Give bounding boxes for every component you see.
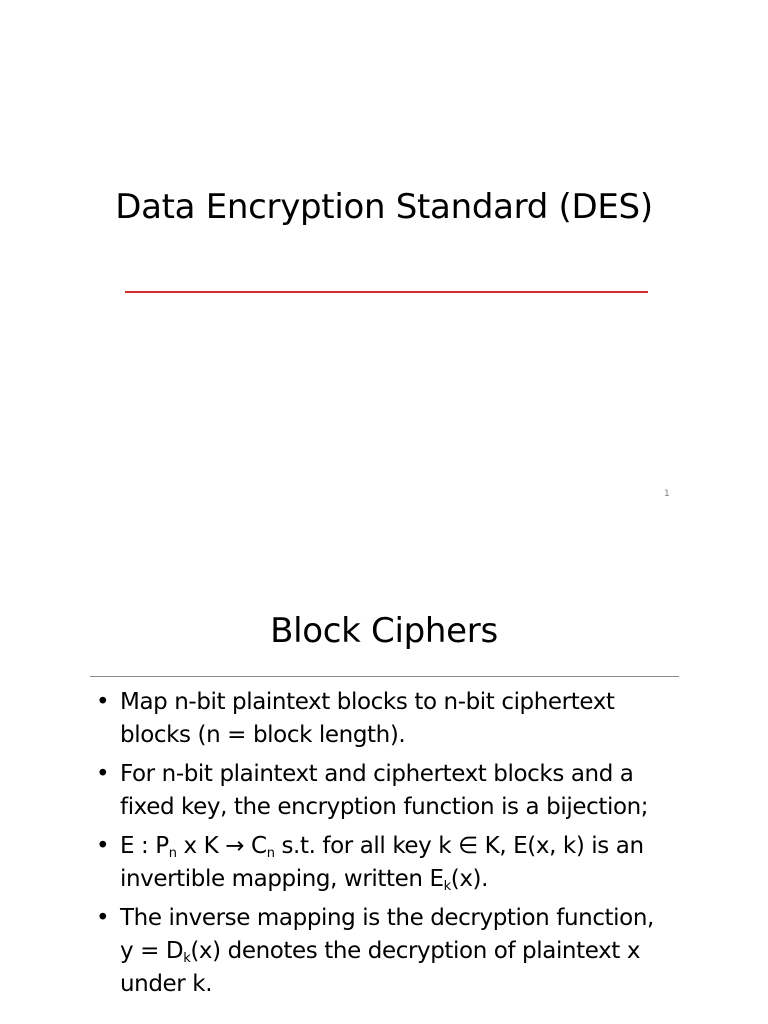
subscript: n — [168, 846, 177, 861]
bullet-text: (x) denotes the decryption of plaintext x under k. — [120, 938, 641, 997]
slide-2 — [0, 512, 768, 1024]
bullet-text: (x). — [450, 866, 489, 892]
page-number: 1 — [664, 489, 670, 499]
bullet-text: E : P — [120, 833, 169, 859]
subscript: k — [443, 879, 451, 894]
bullet-text: Map n-bit plaintext blocks to n-bit ciphertext blocks (n = block length). — [120, 689, 615, 748]
title-divider-rule — [90, 676, 679, 677]
bullet-item — [96, 902, 656, 1001]
bullet-list — [96, 686, 656, 1007]
slide-title: Block Ciphers — [270, 611, 498, 651]
bullet-text: x K → C — [176, 833, 267, 859]
subscript: n — [266, 846, 275, 861]
bullet-text: s.t. for all key k ∈ K, E(x, k) is an invertible mapping, written E — [120, 833, 644, 892]
subscript: k — [183, 951, 191, 966]
bullet-item — [96, 758, 656, 824]
bullet-text: The inverse mapping is the decryption function, y = D — [120, 905, 654, 964]
bullet-text: For n-bit plaintext and ciphertext blocks and a fixed key, the encryption function is a bijection; — [120, 761, 649, 820]
bullet-item — [96, 830, 656, 896]
slide-title: Data Encryption Standard (DES) — [115, 187, 653, 227]
title-underline-rule — [125, 291, 648, 293]
bullet-item — [96, 686, 656, 752]
